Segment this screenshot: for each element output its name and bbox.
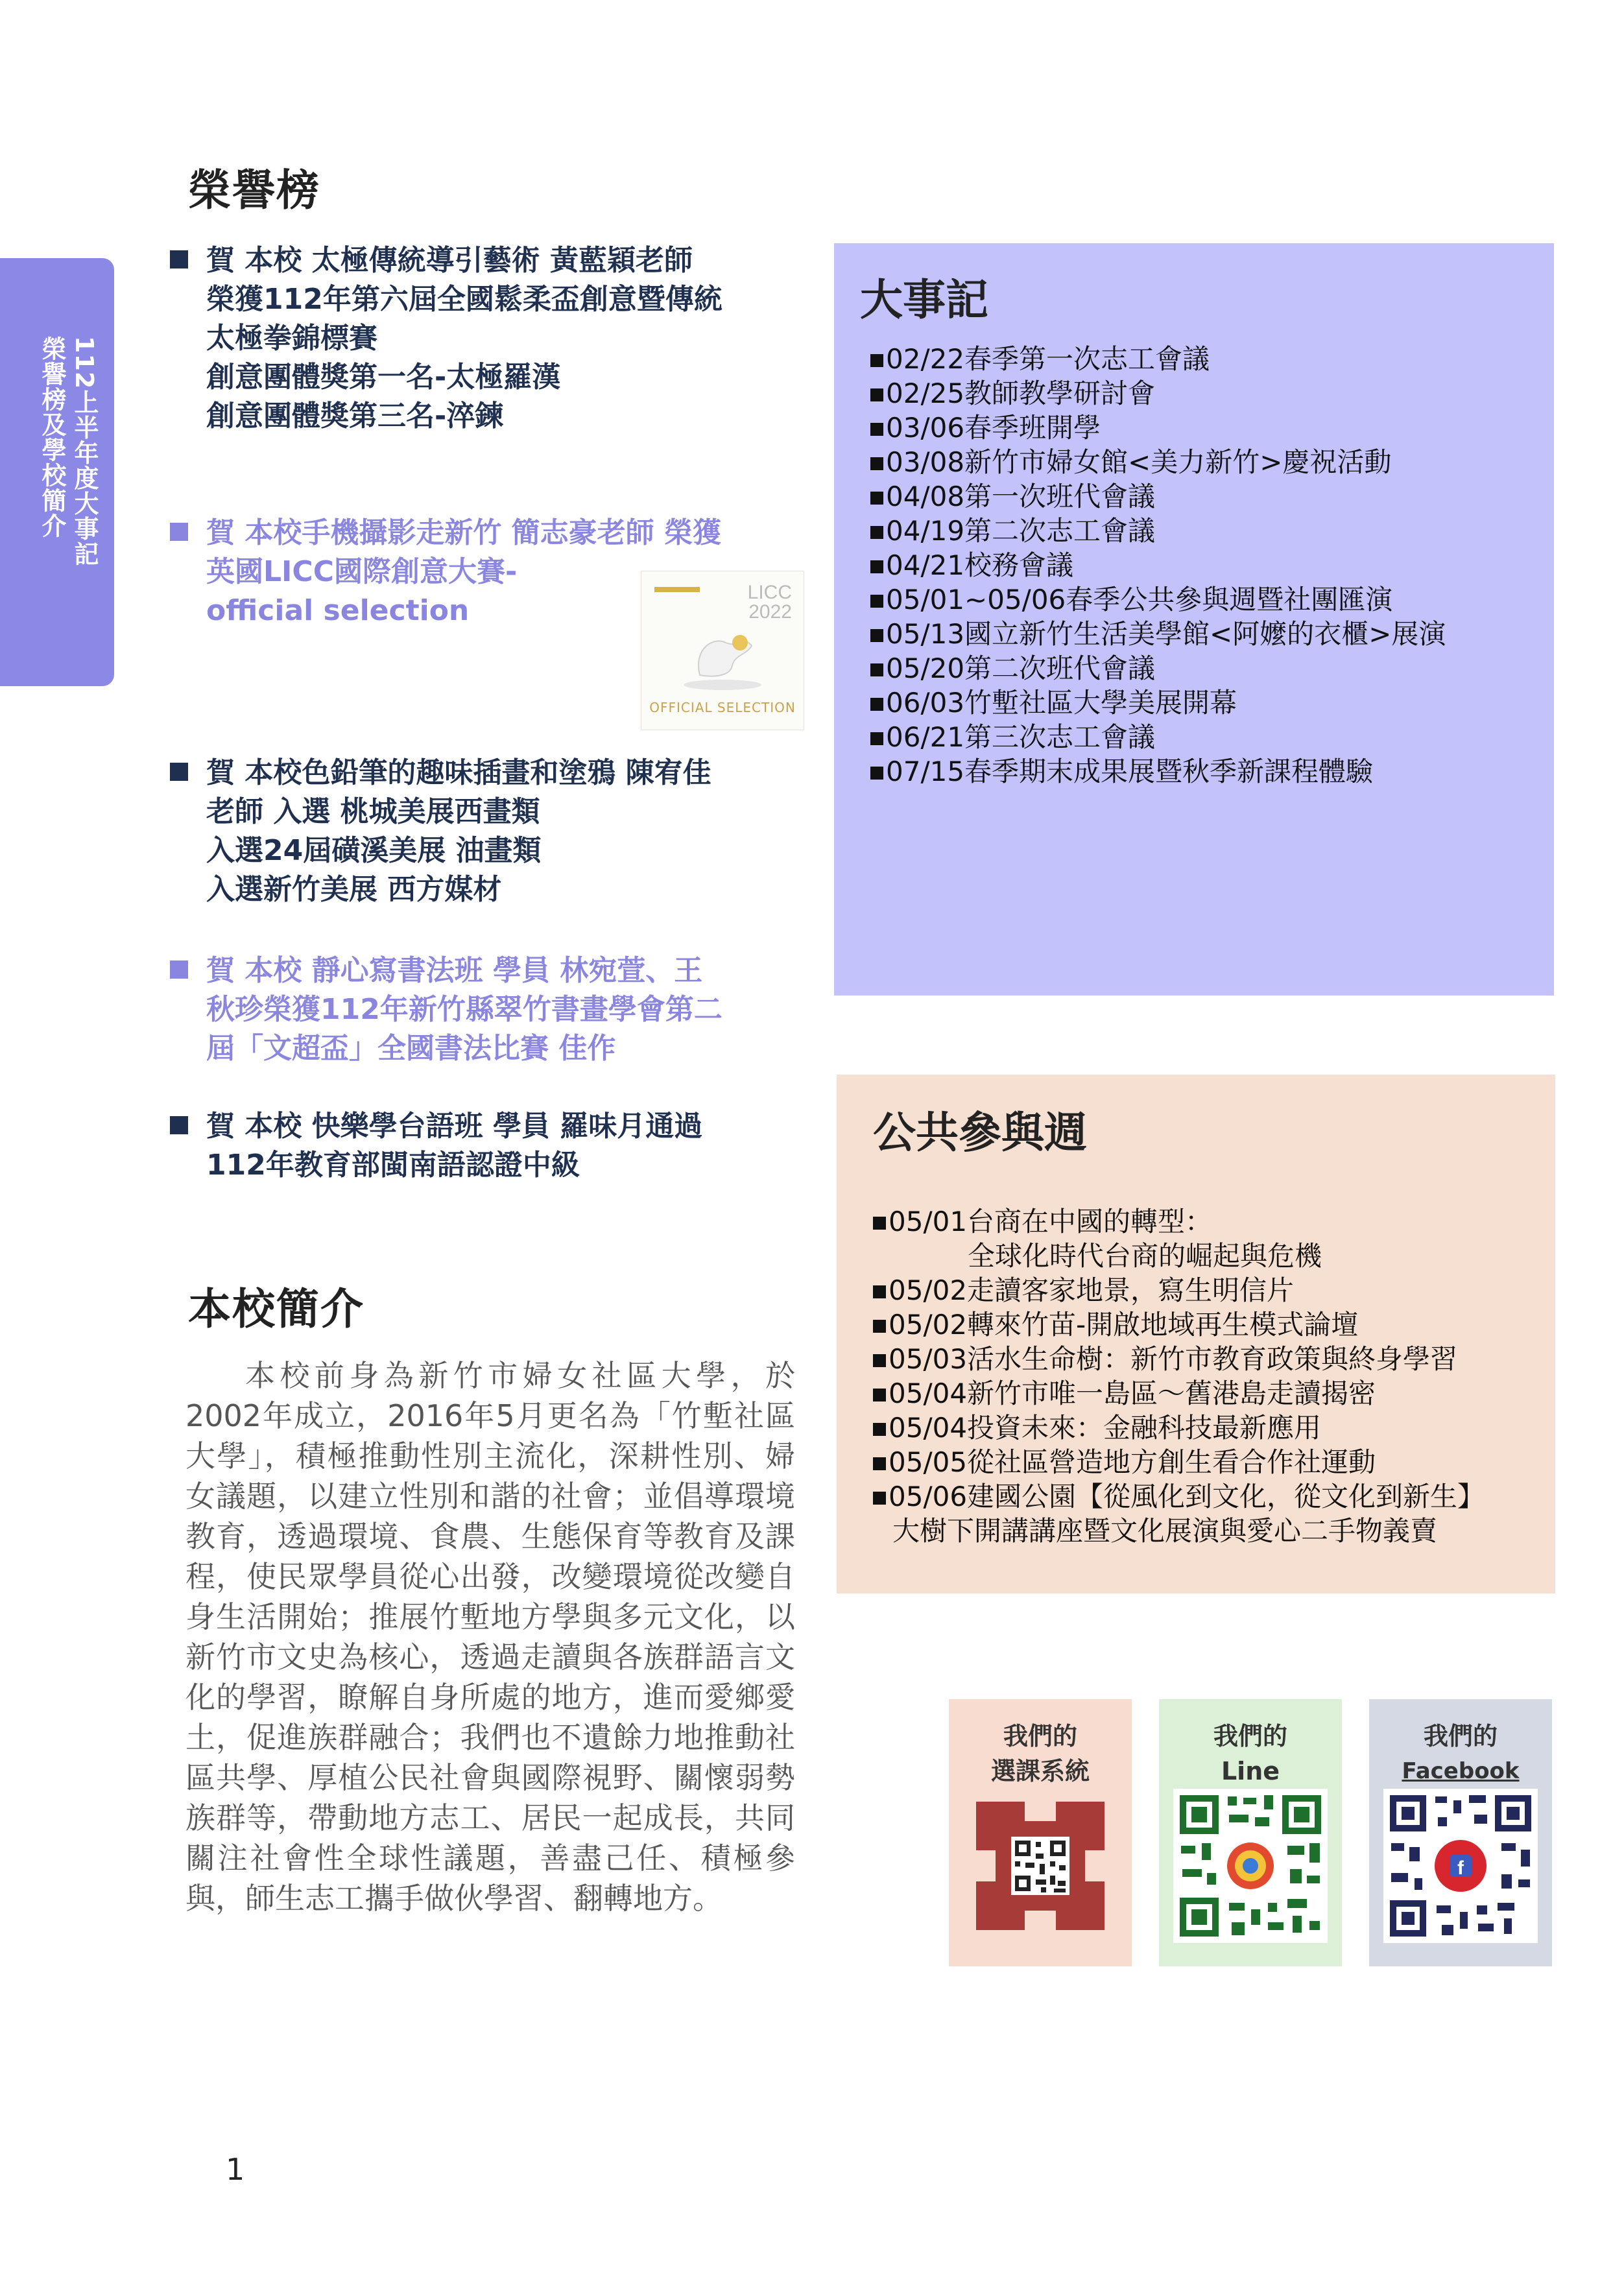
square-bullet-icon bbox=[873, 1320, 886, 1333]
qr-card-facebook[interactable] bbox=[1369, 1699, 1552, 1966]
licc-caption: OFFICIAL SELECTION bbox=[649, 700, 796, 715]
public-item: 05/03活水生命樹：新竹市教育政策與終身學習 bbox=[873, 1342, 1485, 1376]
public-item: 05/04新竹市唯一島區～舊港島走讀揭密 bbox=[873, 1376, 1485, 1411]
event-item: 05/13國立新竹生活美學館<阿嬤的衣櫃>展演 bbox=[870, 617, 1446, 651]
facebook-qr-icon[interactable] bbox=[1383, 1789, 1538, 1943]
square-bullet-icon bbox=[170, 250, 188, 268]
square-bullet-icon bbox=[170, 523, 188, 541]
sidebar-title-line2: 榮譽榜及學校簡介 bbox=[38, 336, 66, 538]
public-item: 05/05從社區營造地方創生看合作社運動 bbox=[873, 1445, 1485, 1479]
qr-label-bottom: Line bbox=[1221, 1757, 1280, 1785]
honor-line: 榮獲112年第六屆全國鬆柔盃創意暨傳統 bbox=[206, 283, 722, 316]
honor-line: 112年教育部閩南語認證中級 bbox=[206, 1149, 580, 1182]
trophy-figure-icon bbox=[667, 617, 778, 695]
qr-card-course-system[interactable] bbox=[949, 1699, 1132, 1966]
public-week-panel bbox=[837, 1075, 1555, 1593]
square-bullet-icon bbox=[870, 663, 883, 676]
licc-logo: LICC 2022 bbox=[747, 582, 792, 623]
square-bullet-icon bbox=[870, 354, 883, 367]
honor-item bbox=[170, 951, 818, 1068]
square-bullet-icon bbox=[870, 767, 883, 780]
licc-award-image bbox=[641, 571, 804, 730]
qr-label-top: 我們的 bbox=[1213, 1722, 1287, 1750]
event-item: 04/21校務會議 bbox=[870, 548, 1446, 582]
qr-label-top: 我們的 bbox=[1423, 1722, 1498, 1750]
course-system-qr-icon[interactable] bbox=[963, 1789, 1117, 1943]
intro-title: 本校簡介 bbox=[188, 1284, 364, 1334]
square-bullet-icon bbox=[170, 763, 188, 781]
honor-line: 太極拳錦標賽 bbox=[206, 322, 377, 355]
square-bullet-icon bbox=[870, 423, 883, 436]
event-item: 04/08第一次班代會議 bbox=[870, 479, 1446, 514]
honor-item bbox=[170, 241, 818, 436]
line-qr-icon[interactable] bbox=[1173, 1789, 1328, 1943]
square-bullet-icon bbox=[873, 1457, 886, 1470]
square-bullet-icon bbox=[870, 457, 883, 470]
honor-line: 老師 入選 桃城美展西畫類 bbox=[206, 795, 540, 828]
page-number: 1 bbox=[226, 2152, 245, 2187]
public-item: 05/01台商在中國的轉型： bbox=[873, 1204, 1485, 1239]
public-item: 05/02走讀客家地景，寫生明信片 bbox=[873, 1273, 1485, 1307]
sidebar-title-line1: 112上半年度大事記 bbox=[70, 336, 99, 567]
honor-line: 賀 本校手機攝影走新竹 簡志豪老師 榮獲 bbox=[206, 516, 721, 549]
square-bullet-icon bbox=[870, 560, 883, 573]
event-item: 05/01~05/06春季公共參與週暨社團匯演 bbox=[870, 582, 1446, 617]
square-bullet-icon bbox=[870, 629, 883, 642]
qr-label-bottom: 選課系統 bbox=[990, 1757, 1090, 1785]
event-item: 02/25教師教學研討會 bbox=[870, 376, 1446, 411]
qr-card-line[interactable] bbox=[1159, 1699, 1342, 1966]
honor-line: 賀 本校 太極傳統導引藝術 黃藍穎老師 bbox=[206, 244, 693, 277]
square-bullet-icon bbox=[170, 1116, 188, 1134]
qr-label-bottom: Facebook bbox=[1402, 1758, 1520, 1784]
event-item: 04/19第二次志工會議 bbox=[870, 514, 1446, 548]
square-bullet-icon bbox=[873, 1285, 886, 1298]
square-bullet-icon bbox=[870, 492, 883, 505]
event-item: 05/20第二次班代會議 bbox=[870, 651, 1446, 686]
square-bullet-icon bbox=[870, 732, 883, 745]
public-title: 公共參與週 bbox=[873, 1108, 1087, 1158]
intro-body bbox=[185, 1355, 795, 1918]
honor-line: 創意團體獎第一名-太極羅漢 bbox=[206, 361, 561, 394]
square-bullet-icon bbox=[873, 1492, 886, 1505]
events-panel bbox=[834, 243, 1554, 996]
honor-item bbox=[170, 754, 818, 909]
event-item: 06/03竹塹社區大學美展開幕 bbox=[870, 686, 1446, 720]
square-bullet-icon bbox=[873, 1354, 886, 1367]
honor-line: 賀 本校色鉛筆的趣味插畫和塗鴉 陳宥佳 bbox=[206, 756, 711, 789]
honor-line: 入選24屆磺溪美展 油畫類 bbox=[206, 834, 542, 867]
qr-label-top: 我們的 bbox=[1003, 1722, 1077, 1750]
honor-line: 創意團體獎第三名-淬鍊 bbox=[206, 400, 504, 433]
honor-line: 英國LICC國際創意大賽- bbox=[206, 555, 518, 588]
honor-line: official selection bbox=[206, 594, 470, 627]
honor-line: 賀 本校 快樂學台語班 學員 羅味月通過 bbox=[206, 1110, 703, 1143]
square-bullet-icon bbox=[870, 595, 883, 608]
event-item: 07/15春季期末成果展暨秋季新課程體驗 bbox=[870, 754, 1446, 789]
square-bullet-icon bbox=[873, 1423, 886, 1436]
square-bullet-icon bbox=[873, 1217, 886, 1230]
honor-line: 入選新竹美展 西方媒材 bbox=[206, 873, 502, 906]
honor-title: 榮譽榜 bbox=[188, 165, 320, 215]
public-item: 05/04投資未來：金融科技最新應用 bbox=[873, 1411, 1485, 1445]
intro-paragraph: 本校前身為新竹市婦女社區大學，於2002年成立，2016年5月更名為「竹塹社區大學」，積極推動性別主流化，深耕性別、婦女議題，以建立性別和諧的社會；並倡導環境教育，透過環境、食農、生態保育等教育及課程，使民眾學員從心出發，改變環境從改變自身生活開始；推展竹塹地方學與多元文化，以新竹市文史為核心，透過走讀與各族群語言文化的學習，瞭解自身所處的地方，進而愛鄉愛土，促進族群融合；我們也不遺餘力地推動社區共學、厚植公民社會與國際視野、關懷弱勢族群等，帶動地方志工、居民一起成長，共同關注社會性全球性議題，善盡己任、積極參與，師生志工攜手做伙學習、翻轉地方。 bbox=[185, 1358, 795, 1916]
square-bullet-icon bbox=[870, 526, 883, 539]
honor-line: 賀 本校 靜心寫書法班 學員 林宛萱、王 bbox=[206, 954, 703, 987]
sidebar-tab bbox=[0, 258, 114, 686]
honor-line: 秋珍榮獲112年新竹縣翠竹書畫學會第二 bbox=[206, 993, 722, 1026]
public-item-cont: 大樹下開講講座暨文化展演與愛心二手物義賣 bbox=[892, 1515, 1438, 1547]
events-list bbox=[870, 342, 1446, 789]
public-item: 05/02轉來竹苗-開啟地域再生模式論壇 bbox=[873, 1307, 1485, 1342]
honor-line: 屆「文超盃」全國書法比賽 佳作 bbox=[206, 1032, 616, 1065]
square-bullet-icon bbox=[870, 388, 883, 401]
square-bullet-icon bbox=[873, 1389, 886, 1401]
honor-item bbox=[170, 1107, 818, 1185]
public-item-cont: 全球化時代台商的崛起與危機 bbox=[968, 1240, 1322, 1272]
svg-text:f: f bbox=[1457, 1857, 1464, 1879]
logo-mark-icon bbox=[654, 587, 700, 592]
square-bullet-icon bbox=[170, 960, 188, 979]
event-item: 03/06春季班開學 bbox=[870, 411, 1446, 445]
public-list bbox=[873, 1204, 1485, 1548]
event-item: 03/08新竹市婦女館<美力新竹>慶祝活動 bbox=[870, 445, 1446, 479]
events-title: 大事記 bbox=[860, 275, 988, 325]
public-item: 05/06建國公園【從風化到文化，從文化到新生】 bbox=[873, 1479, 1485, 1514]
square-bullet-icon bbox=[870, 698, 883, 711]
event-item: 02/22春季第一次志工會議 bbox=[870, 342, 1446, 376]
event-item: 06/21第三次志工會議 bbox=[870, 720, 1446, 754]
